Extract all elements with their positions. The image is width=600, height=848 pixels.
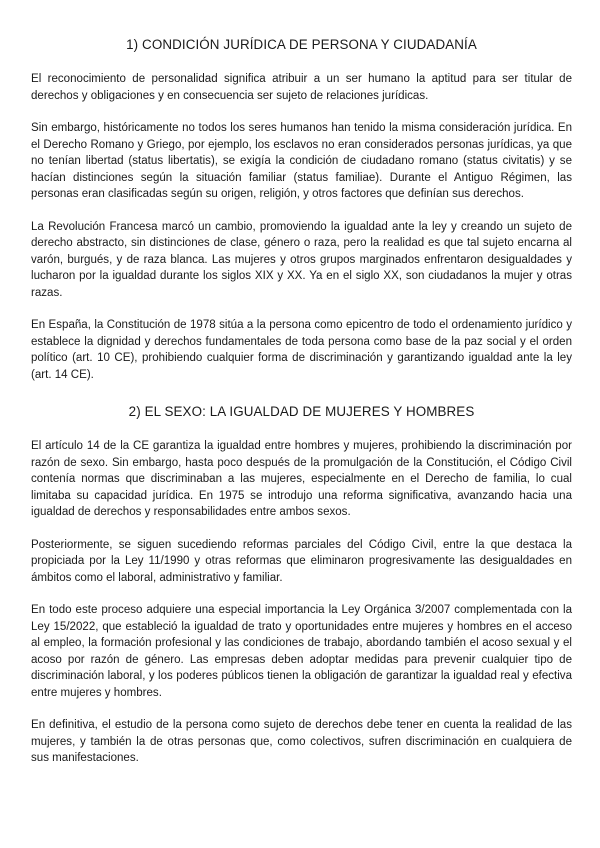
paragraph: La Revolución Francesa marcó un cambio, promoviendo la igualdad ante la ley y creando un sujeto de derecho abstracto, sin distinciones de clase, género o raza, pero la realidad es que tal sujeto encarna al varón, burgués, y de raza blanca. Las mujeres y otros grupos marginados enfrentaron desigualdades y lucharon por la igualdad durante los siglos XIX y XX. Ya en el siglo XX, son ciudadanos la mujer y otras razas.	[31, 220, 572, 299]
paragraph: En España, la Constitución de 1978 sitúa a la persona como epicentro de todo el ordenamiento jurídico y establece la dignidad y derechos fundamentales de toda persona como base de la paz social y el orden político (art. 10 CE), prohibiendo cualquier forma de discriminación y garantizando igualdad ante la ley (art. 14 CE).	[31, 319, 572, 381]
document-page	[31, 36, 572, 783]
paragraph: En definitiva, el estudio de la persona como sujeto de derechos debe tener en cuenta la realidad de las mujeres, y también la de otras personas que, como colectivos, sufren discriminación en cualquiera de sus manifestaciones.	[31, 719, 572, 764]
paragraph: Posteriormente, se siguen sucediendo reformas parciales del Código Civil, entre la que destaca la propiciada por la Ley 11/1990 y otras reformas que eliminaron progresivamente las desigualdades en ámbitos como el laboral, administrativo y familiar.	[31, 538, 572, 584]
paragraph: En todo este proceso adquiere una especial importancia la Ley Orgánica 3/2007 complementada con la Ley 15/2022, que estableció la igualdad de trato y oportunidades entre mujeres y hombres en el acceso al empleo, la formación profesional y las condiciones de trabajo, abordando también el acoso sexual y el acoso por razón de género. Las empresas deben adoptar medidas para prevenir cualquier tipo de discriminación laboral, y los poderes públicos tienen la obligación de garantizar la igualdad real y efectiva entre mujeres y hombres.	[31, 604, 572, 699]
paragraph: El reconocimiento de personalidad significa atribuir a un ser humano la aptitud para ser titular de derechos y obligaciones y en consecuencia ser sujeto de relaciones jurídicas.	[31, 73, 572, 102]
section-condicion-juridica	[31, 36, 572, 383]
section-title: 1) CONDICIÓN JURÍDICA DE PERSONA Y CIUDADANÍA	[126, 37, 477, 52]
section-igualdad-sexo	[31, 403, 572, 767]
paragraph: El artículo 14 de la CE garantiza la igualdad entre hombres y mujeres, prohibiendo la discriminación por razón de sexo. Sin embargo, hasta poco después de la promulgación de la Constitución, el Código Civil contenía normas que discriminaban a las mujeres, especialmente en el Derecho de familia, lo cual limitaba su capacidad jurídica. En 1975 se introdujo una reforma significativa, avanzando hacia una igualdad de derechos y responsabilidades entre ambos sexos.	[31, 440, 572, 518]
section-title: 2) EL SEXO: LA IGUALDAD DE MUJERES Y HOMBRES	[128, 404, 475, 419]
paragraph: Sin embargo, históricamente no todos los seres humanos han tenido la misma consideración jurídica. En el Derecho Romano y Griego, por ejemplo, los esclavos no eran considerados personas jurídicas, ya que no tenían libertad (status libertatis), se exigía la condición de ciudadano romano (status civitatis) y se hacían distinciones según la situación familiar (status familiae). Durante el Antiguo Régimen, las personas eran clasificadas según su origen, religión, y otros factores que definían sus derechos.	[31, 122, 572, 200]
